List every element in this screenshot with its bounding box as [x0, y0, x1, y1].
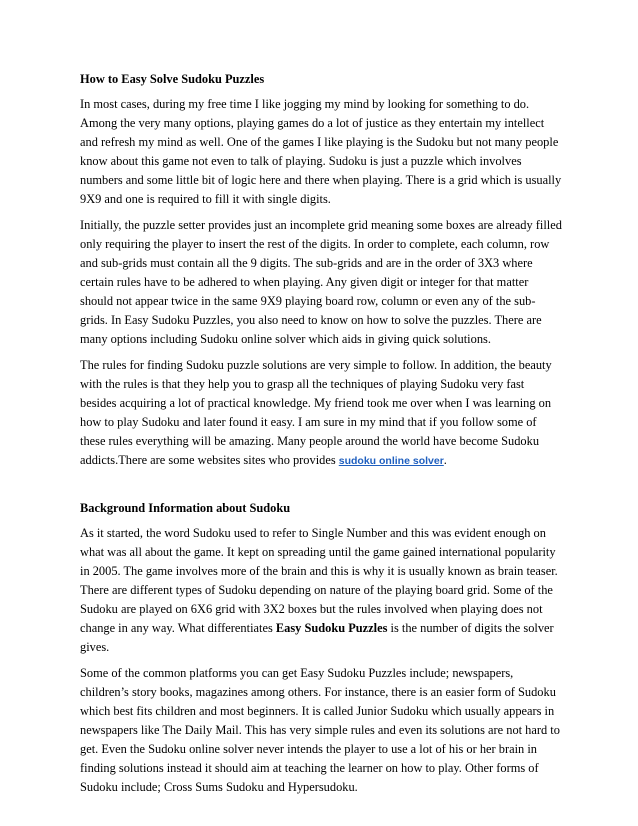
paragraph-background — [80, 524, 562, 657]
paragraph-background-end: is the number of digits the solver gives. — [80, 621, 554, 654]
paragraph-rules — [80, 356, 562, 471]
paragraph-rules-text: The rules for finding Sudoku puzzle solutions are very simple to follow. In addition, the beauty with the rules is that they help you to grasp all the techniques of playing Sudoku very fast besides acquiring a lot of practical knowledge. My friend took me over when I was learning on how to play Sudoku and later found it easy. I am sure in my mind that if you follow some of these rules everything will be amazing. Many people around the world have become Sudoku addicts.There are some websites sites who provides — [80, 358, 552, 467]
paragraph-platforms: Some of the common platforms you can get Easy Sudoku Puzzles include; newspapers, children’s story books, magazines among others. For instance, there is an easier form of Sudoku which best fits children and most beginners. It is called Junior Sudoku which usually appears in newspapers like The Daily Mail. This has very simple rules and even its solutions are not hard to get. Even the Sudoku online solver never intends the player to use a lot of his or her brain in finding solutions instead it should aim at teaching the learner on how to play. Other forms of Sudoku include; Cross Sums Sudoku and Hypersudoku. — [80, 666, 560, 794]
easy-sudoku-puzzles-bold: Easy Sudoku Puzzles — [275, 621, 388, 635]
paragraph-grid-rules: Initially, the puzzle setter provides just an incomplete grid meaning some boxes are already filled only requiring the player to insert the rest of the digits. In order to complete, each column, row and sub-grids must contain all the 9 digits. The sub-grids and are in the order of 3X3 where certain rules have to be adhered to when playing. Any given digit or integer for that matter should not appear twice in the same 9X9 playing board row, column or even any of the sub-grids. In Easy Sudoku Puzzles, you also need to know on how to solve the puzzles. There are many options including Sudoku online solver which aids in giving quick solutions. — [80, 218, 562, 346]
title-heading: How to Easy Solve Sudoku Puzzles — [80, 72, 265, 86]
paragraph-rules-end: . — [443, 453, 447, 467]
paragraph-intro: In most cases, during my free time I like jogging my mind by looking for something to do. Among the very many options, playing games do a lot of justice as they entertain my intellect and refresh my mind as well. One of the games I like playing is the Sudoku but not many people know about this game not even to talk of playing. Sudoku is just a puzzle which involves numbers and some little bit of logic here and there when playing. There is a grid which is usually 9X9 and one is required to fill it with single digits. — [80, 97, 562, 206]
sudoku-online-solver-link[interactable]: sudoku online solver — [338, 455, 444, 467]
section-spacer — [80, 478, 562, 499]
paragraph-background-text: As it started, the word Sudoku used to refer to Single Number and this was evident enough on what was all about the game. It kept on spreading until the game gained international popularity in 2005. The game involves more of the brain and this is why it is usually known as brain teaser. There are different types of Sudoku depending on nature of the playing board grid. Some of the Sudoku are played on 6X6 grid with 3X2 boxes but the rules involved when playing does not change in any way. What differentiates — [80, 526, 558, 635]
document-page — [80, 70, 562, 804]
background-heading: Background Information about Sudoku — [80, 501, 291, 515]
